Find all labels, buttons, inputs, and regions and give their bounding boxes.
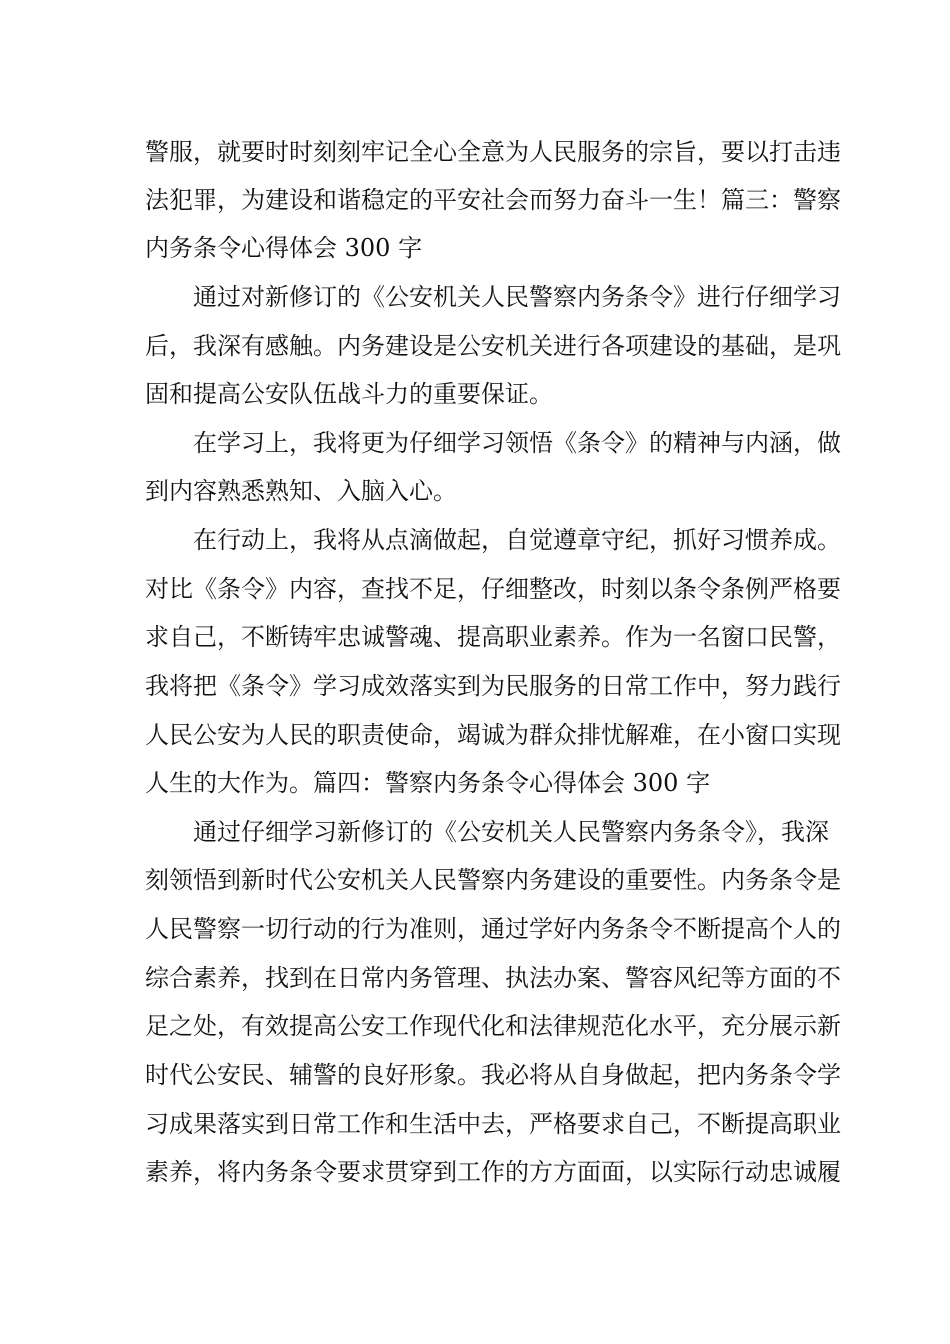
text-line: 固和提高公安队伍战斗力的重要保证。: [145, 380, 553, 408]
text-line: 素养，将内务条令要求贯穿到工作的方方面面，以实际行动忠诚履: [145, 1158, 841, 1186]
text-line: 警服，就要时时刻刻牢记全心全意为人民服务的宗旨，要以打击违: [145, 138, 841, 166]
text-line: 习成果落实到日常工作和生活中去，严格要求自己，不断提高职业: [145, 1110, 841, 1138]
text-line: 求自己，不断铸牢忠诚警魂、提高职业素养。作为一名窗口民警，: [145, 623, 841, 651]
paragraph-first-line: 通过对新修订的《公安机关人民警察内务条令》进行仔细学习: [193, 283, 841, 311]
text-line: 人民公安为人民的职责使命，竭诚为群众排忧解难，在小窗口实现: [145, 721, 841, 749]
text-line: 到内容熟悉熟知、入脑入心。: [145, 477, 457, 505]
text-line: 法犯罪，为建设和谐稳定的平安社会而努力奋斗一生！篇三：警察: [145, 186, 841, 214]
text-line: 综合素养，找到在日常内务管理、执法办案、警容风纪等方面的不: [145, 964, 841, 992]
paragraph-first-line: 在行动上，我将从点滴做起，自觉遵章守纪，抓好习惯养成。: [193, 526, 841, 554]
text-line: 我将把《条令》学习成效落实到为民服务的日常工作中，努力践行: [145, 672, 841, 700]
text-line: 内务条令心得体会 300 字: [145, 234, 423, 262]
paragraph-first-line: 通过仔细学习新修订的《公安机关人民警察内务条令》，我深: [193, 818, 829, 846]
text-line: 人民警察一切行动的行为准则，通过学好内务条令不断提高个人的: [145, 915, 841, 943]
text-line: 后，我深有感触。内务建设是公安机关进行各项建设的基础，是巩: [145, 332, 841, 360]
paragraph-first-line: 在学习上，我将更为仔细学习领悟《条令》的精神与内涵，做: [193, 429, 841, 457]
text-line: 刻领悟到新时代公安机关人民警察内务建设的重要性。内务条令是: [145, 866, 841, 894]
text-line: 人生的大作为。篇四：警察内务条令心得体会 300 字: [145, 769, 711, 797]
text-line: 足之处，有效提高公安工作现代化和法律规范化水平，充分展示新: [145, 1012, 841, 1040]
text-line: 对比《条令》内容，查找不足，仔细整改，时刻以条令条例严格要: [145, 575, 841, 603]
text-line: 时代公安民、辅警的良好形象。我必将从自身做起，把内务条令学: [145, 1061, 841, 1089]
